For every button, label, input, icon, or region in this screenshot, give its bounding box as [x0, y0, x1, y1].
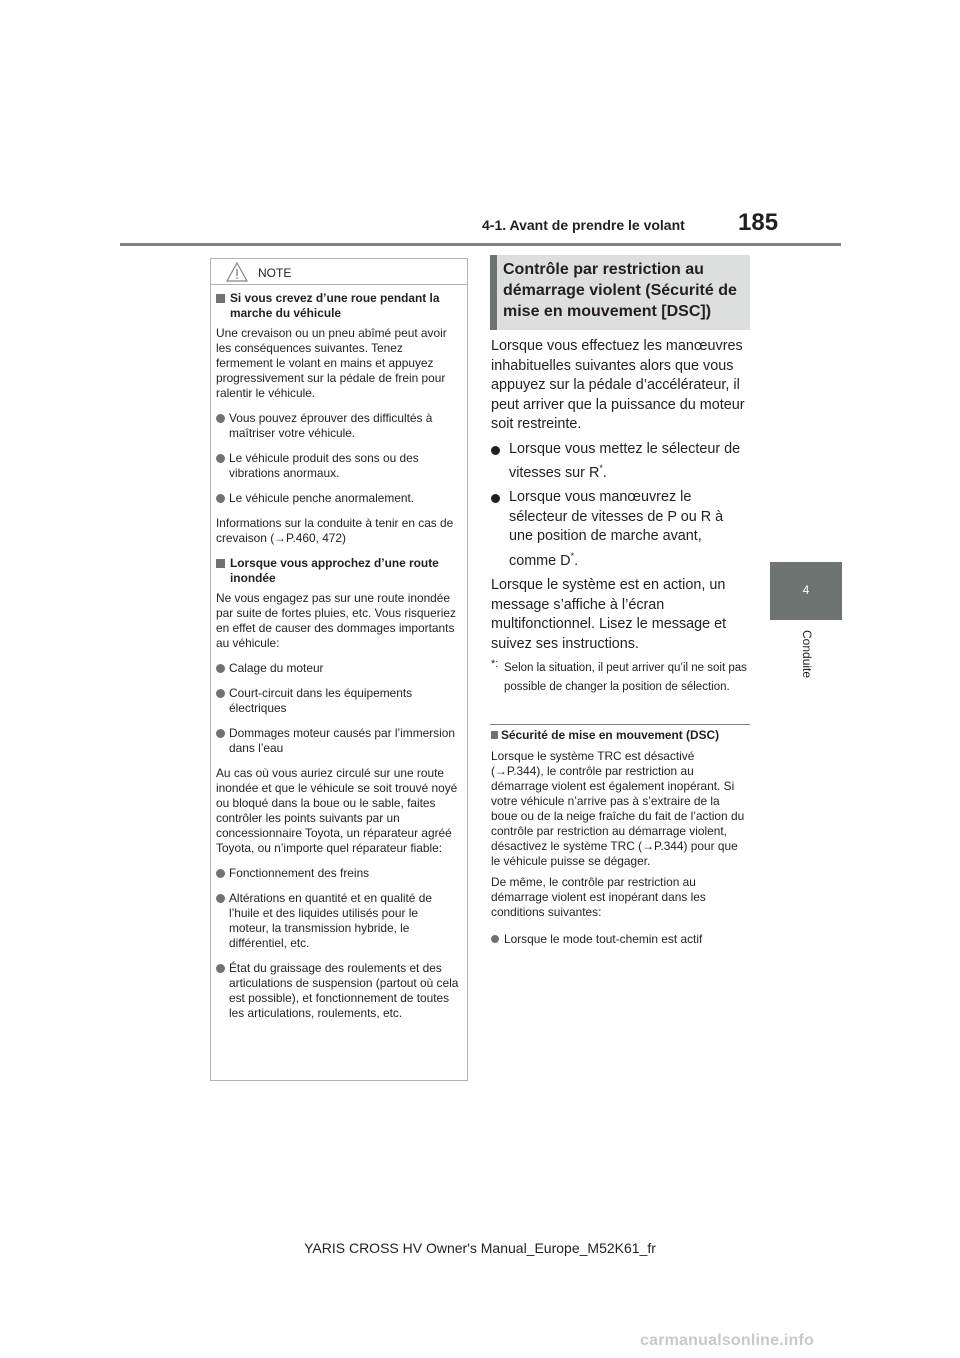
note-paragraph: Ne vous engagez pas sur une route inondée par suite de fortes pluies, etc. Vous risqueriez en effet de causer des dommages importants au véhicule: — [216, 591, 456, 650]
list-item: Le véhicule penche anormalement. — [216, 491, 460, 506]
note-body — [216, 291, 460, 1031]
list-item: Lorsque le mode tout-chemin est actif — [491, 932, 749, 947]
dsc-intro: Lorsque vous effectuez les manœuvres inhabituelles suivantes alors que vous appuyez sur la pédale d’accélérateur, il peut arriver que la puissance du moteur soit restreinte. — [491, 338, 745, 432]
list-item: Vous pouvez éprouver des difficultés à maîtriser votre véhicule. — [216, 411, 460, 441]
sub-section-rule — [490, 724, 750, 725]
chapter-number: 4 — [802, 583, 810, 597]
section-title: 4-1. Avant de prendre le volant — [482, 217, 685, 233]
list-item: Dommages moteur causés par l’immersion dans l’eau — [216, 726, 460, 756]
list-item: État du graissage des roulements et des articulations de suspension (partout où cela est possible), et fonctionnement de toutes les articulations, roulements, etc. — [216, 961, 460, 1021]
list-item: Court-circuit dans les équipements électriques — [216, 686, 460, 716]
note-header — [211, 259, 467, 285]
dsc-outro: Lorsque le système est en action, un message s’affiche à l’écran multifonctionnel. Lisez le message et suivez ses instructions. — [491, 577, 727, 652]
list-item: Calage du moteur — [216, 661, 460, 676]
list-item: Lorsque vous mettez le sélecteur de vitesses sur R*. — [491, 440, 750, 484]
note-title: NOTE — [258, 266, 292, 280]
list-item: Altérations en quantité et en qualité de l’huile et des liquides utilisés pour le moteur, la transmission hybride, le différentiel, etc. — [216, 891, 460, 951]
warning-triangle-icon — [226, 262, 248, 282]
footer-manual-id: YARIS CROSS HV Owner's Manual_Europe_M52K61_fr — [304, 1240, 656, 1256]
footnote: *: Selon la situation, il peut arriver qu’il ne soit pas possible de changer la position de sélection. — [491, 658, 747, 694]
dsc-sub-paragraph: De même, le contrôle par restriction au démarrage violent est inopérant dans les conditions suivantes: — [491, 875, 706, 919]
dsc-heading-bar — [490, 255, 497, 330]
note-paragraph: Une crevaison ou un pneu abîmé peut avoir les conséquences suivantes. Tenez fermement le volant en mains et appuyez progressivement sur la pédale de frein pour ralentir le véhicule. — [216, 326, 447, 400]
note-heading-puncture: Si vous crevez d’une roue pendant la marche du véhicule — [216, 291, 460, 321]
header-rule — [120, 243, 841, 246]
note-paragraph: Au cas où vous auriez circulé sur une route inondée et que le véhicule se soit trouvé noyé ou bloqué dans la boue ou le sable, faites contrôler les points suivants par un concessionnaire Toyota, un réparateur agréé Toyota, ou n’importe quel réparateur fiable: — [216, 766, 458, 855]
note-heading-flooded-road: Lorsque vous approchez d’une route inondée — [216, 556, 460, 586]
dsc-sub-section — [491, 728, 749, 953]
dsc-sub-heading: Sécurité de mise en mouvement (DSC) — [491, 728, 749, 743]
dsc-body — [491, 337, 750, 702]
chapter-label: Conduite — [800, 630, 814, 679]
watermark: carmanualsonline.info — [640, 1332, 815, 1349]
dsc-heading: Contrôle par restriction au démarrage violent (Sécurité de mise en mouvement [DSC]) — [503, 261, 737, 320]
list-item: Fonctionnement des freins — [216, 866, 460, 881]
page-number: 185 — [738, 209, 779, 236]
list-item: Le véhicule produit des sons ou des vibrations anormaux. — [216, 451, 460, 481]
note-paragraph: Informations sur la conduite à tenir en cas de crevaison (→P.460, 472) — [216, 516, 454, 545]
dsc-sub-paragraph: Lorsque le système TRC est désactivé (→P.344), le contrôle par restriction au démarrage violent est également inopérant. Si votre véhicule n’arrive pas à s’extraire de la boue ou de la neige fraîche du fait de l’action du contrôle par restriction au démarrage violent, désactivez le système TRC (→P.344) pour que le véhicule puisse se dégager. — [491, 749, 745, 868]
list-item: Lorsque vous manœuvrez le sélecteur de vitesses de P ou R à une position de marche avant, comme D*. — [491, 488, 750, 571]
